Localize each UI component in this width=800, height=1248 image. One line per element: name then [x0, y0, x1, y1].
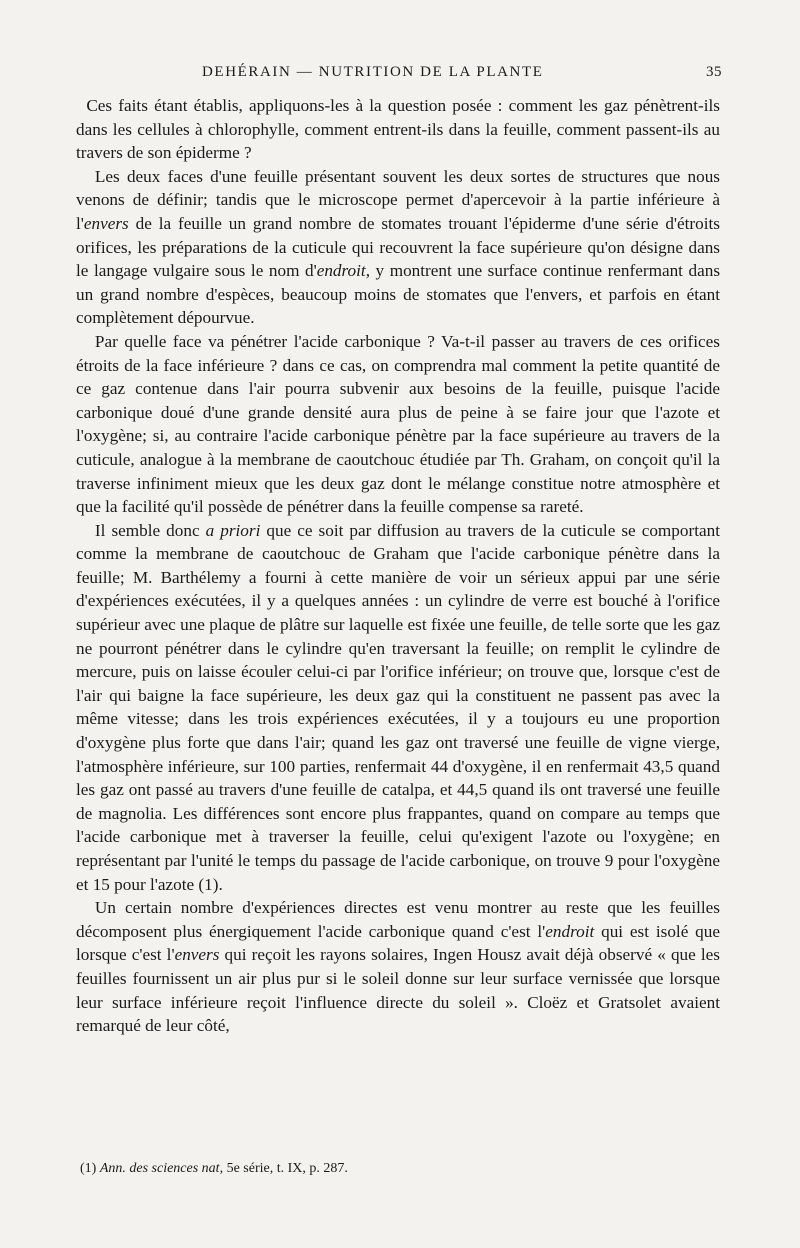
text-run: Par quelle face va pénétrer l'acide carbonique ? Va-t-il passer au travers de ces orifices étroits de la face inférieure ? dans ce cas, on comprendra mal comment la petite quantité de ce gaz contenue dans l'air pourra subvenir aux besoins de la feuille, puisque l'acide carbonique doué d'une grande densité aura plus de peine à se faire jour que l'azote et l'oxygène; si, au contraire l'acide carbonique pénètre par la face supérieure au travers de la cuticule, analogue à la membrane de caoutchouc étudiée par Th. Graham, on conçoit qu'il la traverse infiniment mieux que les deux gaz dont le mélange constitue notre atmosphère et que la facilité qu'il possède de pénétrer dans la feuille compense sa rareté.	[76, 331, 720, 517]
text-run: Un certain nombre d'expériences directes est venu montrer au reste que les feuilles décomposent plus énergiquement l'acide carbonique quand c'est l'	[76, 898, 720, 941]
italic-term: envers	[174, 945, 220, 965]
running-header	[76, 64, 720, 86]
footnote-marker: (1)	[80, 1161, 100, 1176]
text-run: Ces faits étant établis, appliquons-les à la question posée : comment les gaz pénètrent-ils dans les cellules à chlorophylle, comment entrent-ils dans la feuille, comment passent-ils au travers de son épiderme ?	[76, 96, 720, 163]
text-run: qui reçoit les rayons solaires, Ingen Housz avait déjà observé « que les feuilles fournissent un air plus pur si le soleil donne sur leur surface vernissée que lorsque leur surface inférieure reçoit l'influence directe du soleil ». Cloëz et Gratsolet avaient remarqué de leur côté,	[76, 945, 720, 1036]
footnote-source: Ann. des sciences nat	[99, 1161, 220, 1176]
paragraph	[76, 896, 720, 1038]
body-text	[76, 94, 720, 1038]
page-number: 35	[706, 64, 722, 80]
text-run: , y montrent une surface continue renfermant dans un grand nombre d'espèces, beaucoup moins de stomates que l'envers, et parfois en étant complètement dépourvue.	[76, 261, 721, 328]
running-title: DEHÉRAIN — NUTRITION DE LA PLANTE	[202, 64, 544, 80]
text-run: Il semble donc	[94, 520, 206, 540]
text-run: que ce soit par diffusion au travers de la cuticule se comportant comme la membrane de caoutchouc de Graham que l'acide carbonique pénètre dans la feuille; M. Barthélemy a fourni à cette manière de voir un sérieux appui par une série d'expériences exécutées, il y a quelques années : un cylindre de verre est bouché à l'orifice supérieur avec une plaque de plâtre sur laquelle est fixée une feuille, de telle sorte que les gaz ne pourront pénétrer dans le cylindre qu'en traversant la feuille; on remplit le cylindre de mercure, puis on laisse écouler celui-ci par l'orifice inférieur; on trouve que, lorsque c'est de l'air qui baigne la face supérieure, les deux gaz qui la constituent ne passent pas avec la même vitesse; dans les trois expériences exécutées, il y a toujours eu une proportion d'oxygène plus forte que dans l'air; quand les gaz ont traversé une feuille de vigne vierge, l'atmosphère inférieure, sur 100 parties, renfermait 44 d'oxygène, il en renfermait 43,5 quand les gaz ont passé au travers d'une feuille de catalpa, et 44,5 quand ils ont traversé une feuille de magnolia. Les différences sont encore plus frappantes, quand on compare au temps que l'acide carbonique met à traverser la feuille, celui qu'exigent l'azote ou l'oxygène; en représentant par l'unité le temps du passage de l'acide carbonique, on trouve 9 pour l'oxygène et 15 pour l'azote (1).	[76, 520, 720, 894]
text-run: qui est isolé que lorsque c'est l'	[76, 921, 720, 965]
text-run: de la feuille un grand nombre de stomates trouant l'épiderme d'une série d'étroits orifices, les préparations de la cuticule qui recouvrent la face supérieure qu'on désigne dans le langage vulgaire sous le nom d'	[76, 213, 720, 281]
paragraph	[76, 94, 720, 165]
italic-term: endroit	[316, 261, 366, 281]
paragraph	[76, 519, 720, 897]
text-run: Les deux faces d'une feuille présentant souvent les deux sortes de structures que nous venons de définir; tandis que le microscope permet d'apercevoir à la partie inférieure à l'	[76, 166, 720, 233]
paragraph	[76, 165, 720, 330]
paragraph	[76, 330, 720, 519]
footnote-rest: , 5e série, t. IX, p. 287.	[219, 1161, 348, 1176]
italic-term: endroit	[545, 921, 595, 941]
italic-term: a priori	[205, 520, 261, 540]
italic-term: envers	[83, 213, 129, 233]
footnote	[80, 1160, 720, 1178]
